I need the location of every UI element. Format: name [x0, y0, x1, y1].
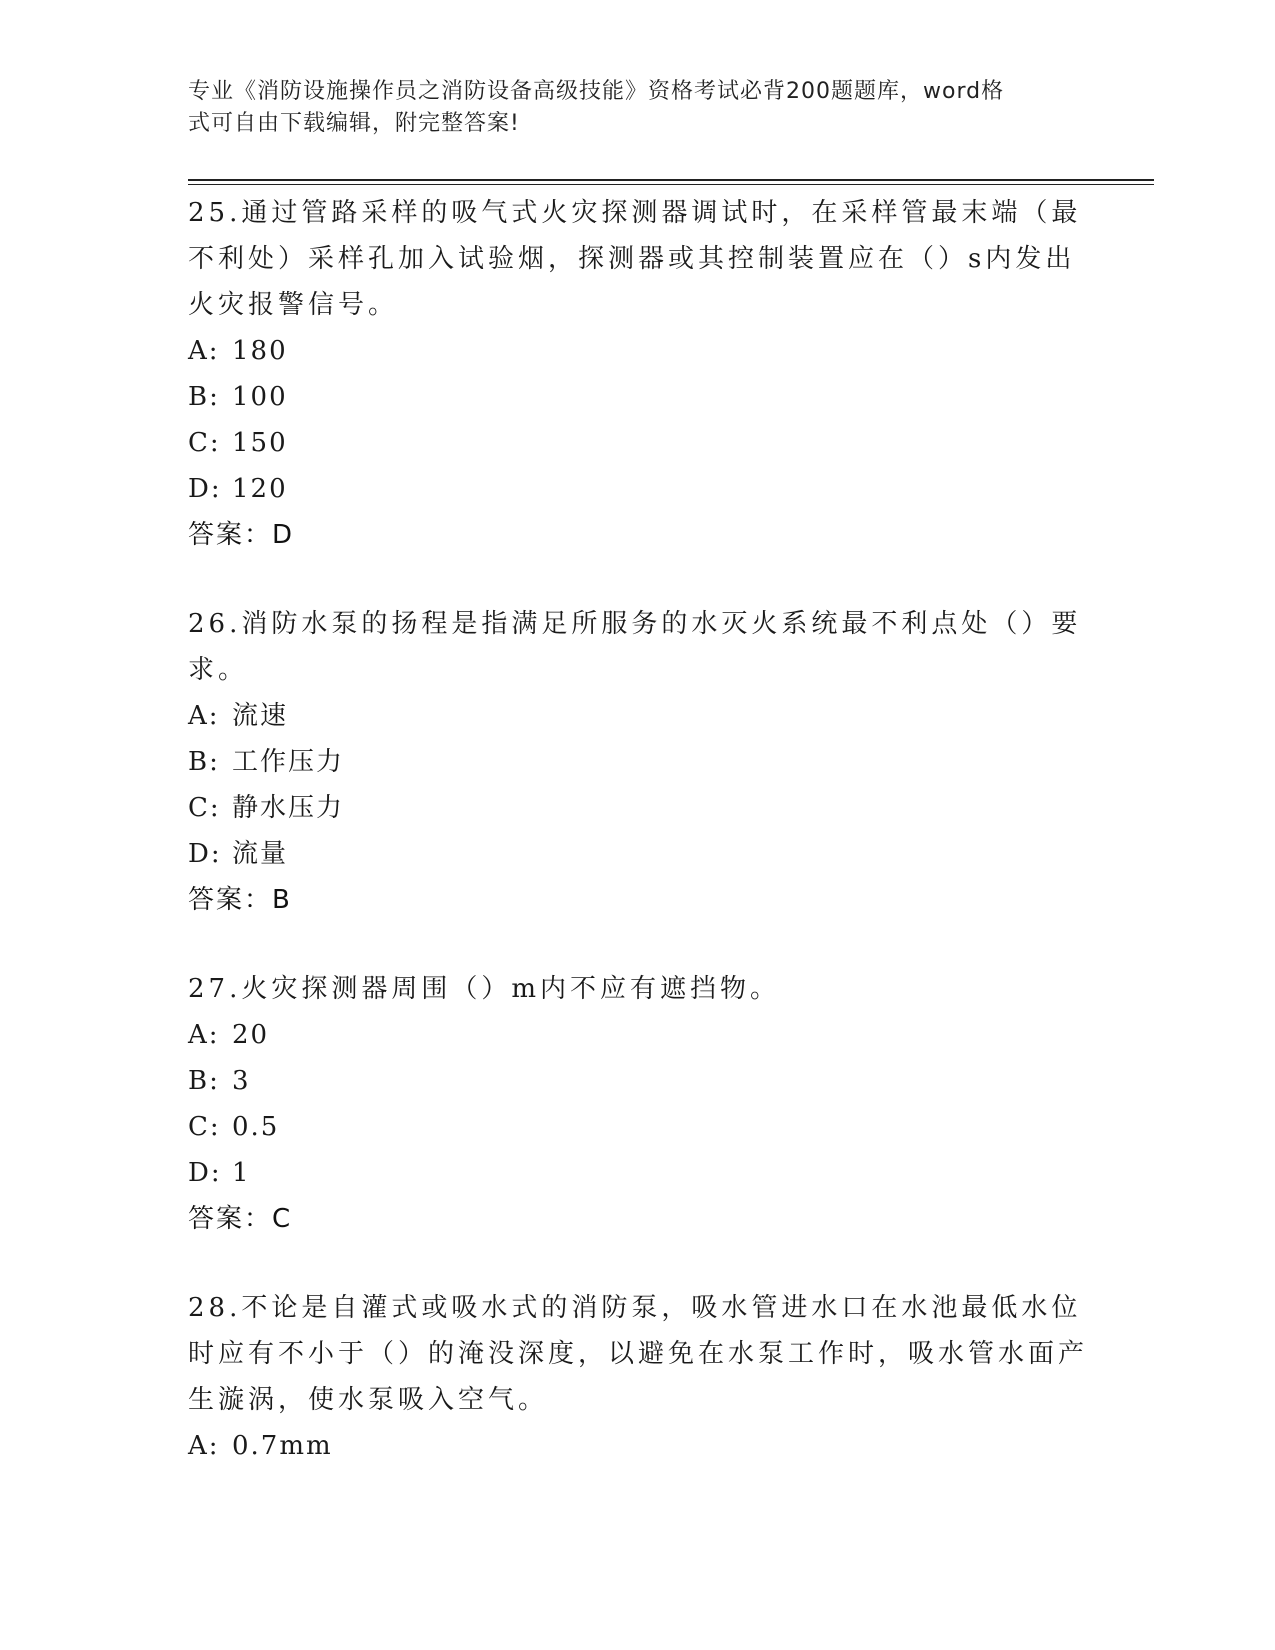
option-letter: D:	[188, 1158, 222, 1188]
question-number: 27.	[188, 974, 242, 1004]
question-number: 25.	[188, 198, 242, 228]
option-value: 20	[232, 1020, 270, 1050]
question-body: 不论是自灌式或吸水式的消防泵，吸水管进水口在水池最低水位时应有不小于（）的淹没深度，以避免在水泵工作时，吸水管水面产生漩涡，使水泵吸入空气。	[188, 1293, 1089, 1415]
question-27	[188, 966, 1088, 1242]
option-letter: D:	[188, 474, 222, 504]
option-a	[188, 328, 1088, 374]
question-number: 28.	[188, 1293, 242, 1323]
option-value: 1	[232, 1158, 251, 1188]
answer-line: 答案：C	[188, 1204, 293, 1234]
question-list	[188, 190, 1088, 1469]
option-b	[188, 1058, 1088, 1104]
question-28	[188, 1285, 1088, 1469]
option-letter: A:	[188, 336, 220, 366]
option-value: 流量	[232, 839, 289, 869]
answer-line: 答案：B	[188, 885, 292, 915]
header-divider-thick	[188, 179, 1154, 181]
option-c	[188, 1104, 1088, 1150]
option-value: 120	[232, 474, 288, 504]
document-header	[188, 76, 1068, 140]
option-value: 0.7mm	[232, 1431, 333, 1461]
question-spacer	[188, 558, 1088, 601]
question-body: 通过管路采样的吸气式火灾探测器调试时，在采样管最末端（最不利处）采样孔加入试验烟，探测器或其控制装置应在（）s内发出火灾报警信号。	[188, 198, 1082, 320]
header-line-2: 式可自由下载编辑，附完整答案!	[188, 111, 520, 136]
option-a	[188, 693, 1088, 739]
option-letter: B:	[188, 382, 220, 412]
option-letter: B:	[188, 747, 220, 777]
question-body: 火灾探测器周围（）m内不应有遮挡物。	[241, 974, 781, 1004]
option-letter: B:	[188, 1066, 220, 1096]
option-d	[188, 1150, 1088, 1196]
option-letter: D:	[188, 839, 222, 869]
option-letter: A:	[188, 1020, 220, 1050]
question-text	[188, 1285, 1088, 1423]
option-letter: A:	[188, 701, 220, 731]
option-c	[188, 785, 1088, 831]
option-d	[188, 466, 1088, 512]
option-value: 3	[232, 1066, 251, 1096]
question-body: 消防水泵的扬程是指满足所服务的水灭火系统最不利点处（）要求。	[188, 609, 1082, 685]
option-letter: C:	[188, 1112, 221, 1142]
question-text	[188, 190, 1088, 328]
answer-line: 答案：D	[188, 520, 295, 550]
question-26	[188, 601, 1088, 923]
option-value: 100	[232, 382, 288, 412]
option-value: 150	[232, 428, 288, 458]
option-a	[188, 1423, 1088, 1469]
question-text	[188, 966, 1088, 1012]
option-letter: C:	[188, 428, 221, 458]
header-line-1: 专业《消防设施操作员之消防设备高级技能》资格考试必背200题题库，word格	[188, 79, 1005, 104]
option-b	[188, 374, 1088, 420]
question-number: 26.	[188, 609, 242, 639]
option-d	[188, 831, 1088, 877]
question-spacer	[188, 923, 1088, 966]
option-b	[188, 739, 1088, 785]
option-value: 180	[232, 336, 288, 366]
option-c	[188, 420, 1088, 466]
question-25	[188, 190, 1088, 558]
question-spacer	[188, 1242, 1088, 1285]
option-value: 流速	[232, 701, 289, 731]
option-letter: C:	[188, 793, 221, 823]
question-text	[188, 601, 1088, 693]
option-value: 0.5	[232, 1112, 280, 1142]
option-value: 工作压力	[232, 747, 345, 777]
option-value: 静水压力	[232, 793, 345, 823]
header-divider-thin	[188, 184, 1154, 185]
option-letter: A:	[188, 1431, 220, 1461]
option-a	[188, 1012, 1088, 1058]
